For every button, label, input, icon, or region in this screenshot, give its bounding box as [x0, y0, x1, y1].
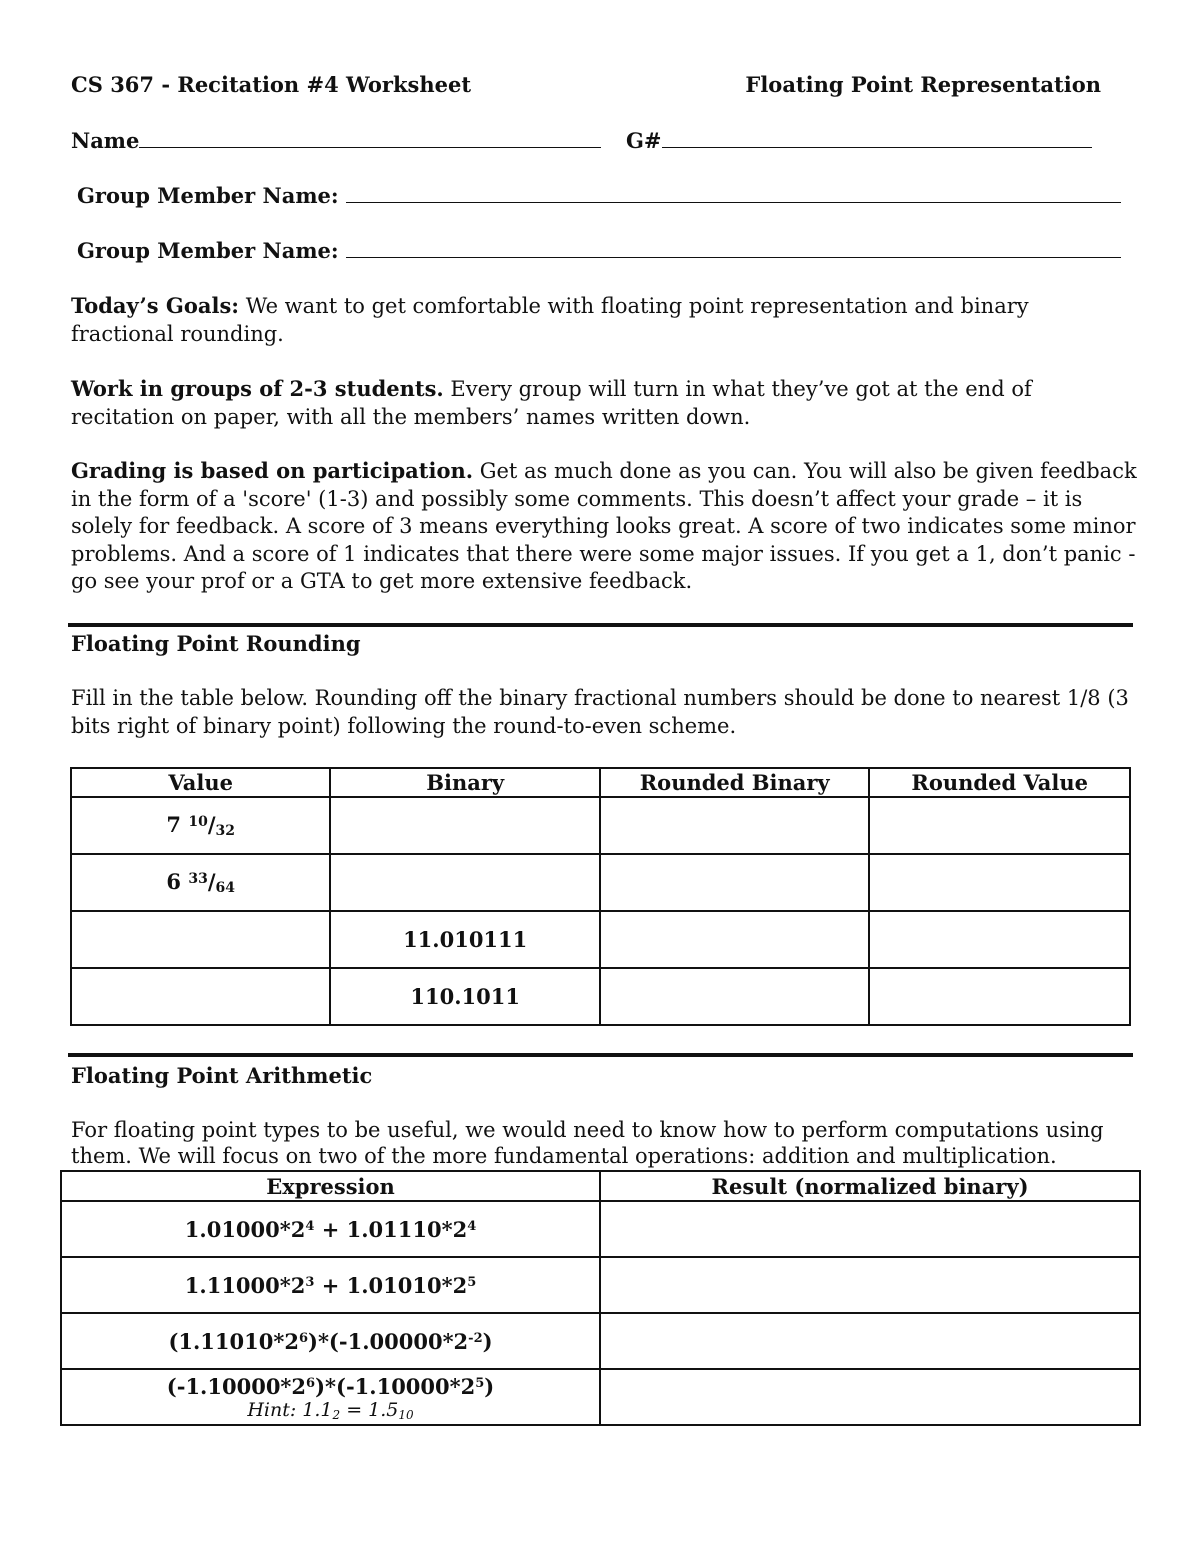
table-row [71, 854, 1130, 911]
operand-a: 1.01000*2 [184, 1216, 306, 1242]
exponent-b: -2 [468, 1330, 483, 1346]
rounding-section-title: Floating Point Rounding [71, 631, 361, 656]
result-cell[interactable] [600, 1257, 1140, 1313]
value-cell[interactable] [71, 911, 330, 968]
section-divider-2 [68, 1053, 1133, 1057]
operand-b: 1.01010*2 [346, 1272, 468, 1298]
gnum-blank[interactable] [662, 129, 1092, 148]
operand-b: -1.10000*2 [345, 1373, 476, 1399]
value-cell[interactable]: 6 $^{33}$/64 [71, 854, 330, 911]
header-rounded-value: Rounded Value [869, 768, 1130, 797]
rounded-value-cell[interactable] [869, 797, 1130, 854]
gnum-label: G# [626, 128, 662, 153]
operand-b: -1.00000*2 [338, 1328, 469, 1354]
arithmetic-instructions: For floating point types to be useful, we would need to know how to perform computations using them. We will focus on two of the more fundamental operations: addition and multiplication. [71, 1118, 1104, 1168]
rounding-table [70, 767, 1131, 1026]
operator: + [314, 1272, 347, 1298]
arithmetic-table [60, 1170, 1141, 1426]
operator: )*( [308, 1328, 339, 1354]
table-row [61, 1201, 1140, 1257]
exponent-a: 6 [298, 1330, 309, 1346]
group-member-blank-2[interactable] [346, 239, 1121, 258]
hint-base-2: 2 [332, 1407, 341, 1422]
exponent-b: 5 [467, 1274, 477, 1290]
expression-cell [61, 1313, 600, 1369]
exponent-b: 4 [467, 1218, 477, 1234]
table-row [61, 1369, 1140, 1425]
expression-cell [61, 1369, 600, 1425]
rounded-value-cell[interactable] [869, 911, 1130, 968]
result-cell[interactable] [600, 1369, 1140, 1425]
operator: )*( [315, 1373, 346, 1399]
hint-prefix: Hint: 1.1 [247, 1398, 333, 1421]
fraction-numerator: 33 [188, 871, 208, 887]
exponent-a: 3 [305, 1274, 315, 1290]
exponent-b: 5 [475, 1375, 485, 1391]
goals-paragraph [71, 292, 1136, 348]
fraction-numerator: 10 [188, 814, 208, 830]
fraction-denominator: 32 [215, 823, 235, 839]
hint-mid: = 1.5 [340, 1398, 399, 1421]
arithmetic-section-title: Floating Point Arithmetic [71, 1063, 373, 1088]
worksheet-topic: Floating Point Representation [745, 72, 1101, 97]
rounded-value-cell[interactable] [869, 968, 1130, 1025]
whole-part: 7 [166, 812, 182, 837]
table-header-row [71, 768, 1130, 797]
groups-paragraph [71, 375, 1136, 431]
header-binary: Binary [330, 768, 600, 797]
worksheet-title: CS 367 - Recitation #4 Worksheet [71, 72, 472, 97]
whole-part: 6 [166, 869, 182, 894]
rounding-instructions: Fill in the table below. Rounding off the binary fractional numbers should be done to nearest 1/8 (3 bits right of binary point) following the round-to-even scheme. [71, 686, 1129, 738]
section-divider-1 [68, 623, 1133, 627]
rounded-binary-cell[interactable] [600, 797, 869, 854]
table-row [61, 1257, 1140, 1313]
group-member-row-2 [77, 238, 1121, 263]
header-value: Value [71, 768, 330, 797]
exponent-a: 6 [306, 1375, 316, 1391]
group-member-label: Group Member Name: [77, 183, 339, 208]
table-row [71, 968, 1130, 1025]
hint-base-10: 10 [398, 1407, 414, 1422]
goals-label: Today’s Goals: [71, 293, 240, 318]
operator: + [314, 1216, 347, 1242]
grading-paragraph [71, 457, 1141, 596]
fraction-denominator: 64 [215, 880, 235, 896]
header-result: Result (normalized binary) [600, 1171, 1140, 1201]
rounded-binary-cell[interactable] [600, 968, 869, 1025]
gnum-row [626, 128, 1092, 153]
expression-cell [61, 1201, 600, 1257]
table-header-row [61, 1171, 1140, 1201]
table-row [61, 1313, 1140, 1369]
name-blank[interactable] [139, 129, 601, 148]
header-expression: Expression [61, 1171, 600, 1201]
result-cell[interactable] [600, 1201, 1140, 1257]
exponent-a: 4 [305, 1218, 315, 1234]
grading-label: Grading is based on participation. [71, 458, 474, 483]
rounded-value-cell[interactable] [869, 854, 1130, 911]
operand-a: (1.11010*2 [168, 1328, 299, 1354]
table-row [71, 797, 1130, 854]
operand-a: (-1.10000*2 [166, 1373, 307, 1399]
group-member-label: Group Member Name: [77, 238, 339, 263]
goals-text: We want to get comfortable with floating point representation and binary fractional rounding. [71, 294, 1029, 346]
value-cell[interactable]: 7 $^{10}$/32 [71, 797, 330, 854]
groups-label: Work in groups of 2-3 students. [71, 376, 444, 401]
binary-cell: 110.1011 [330, 968, 600, 1025]
group-member-row-1 [77, 183, 1121, 208]
hint-text [62, 1399, 599, 1421]
value-cell[interactable] [71, 968, 330, 1025]
name-row [71, 128, 601, 153]
result-cell[interactable] [600, 1313, 1140, 1369]
expression-cell [61, 1257, 600, 1313]
binary-cell[interactable] [330, 854, 600, 911]
groups-text: Every group will turn in what they’ve got at the end of recitation on paper, with all the members’ names written down. [71, 377, 1032, 429]
operand-a: 1.11000*2 [184, 1272, 306, 1298]
rounded-binary-cell[interactable] [600, 854, 869, 911]
group-member-blank-1[interactable] [346, 184, 1121, 203]
name-label: Name [71, 128, 140, 153]
operand-b: 1.01110*2 [346, 1216, 468, 1242]
closing-paren: ) [482, 1328, 493, 1354]
rounded-binary-cell[interactable] [600, 911, 869, 968]
header-rounded-binary: Rounded Binary [600, 768, 869, 797]
binary-cell: 11.010111 [330, 911, 600, 968]
binary-cell[interactable] [330, 797, 600, 854]
closing-paren: ) [484, 1373, 495, 1399]
table-row [71, 911, 1130, 968]
grading-text: Get as much done as you can. You will also be given feedback in the form of a 'score' (1-3) and possibly some comments. This doesn’t affect your grade – it is solely for feedback. A score of 3 means everything looks great. A score of two indicates some minor problems. And a score of 1 indicates that there were some major issues. If you get a 1, don’t panic - go see your prof or a GTA to get more extensive feedback. [71, 459, 1137, 593]
